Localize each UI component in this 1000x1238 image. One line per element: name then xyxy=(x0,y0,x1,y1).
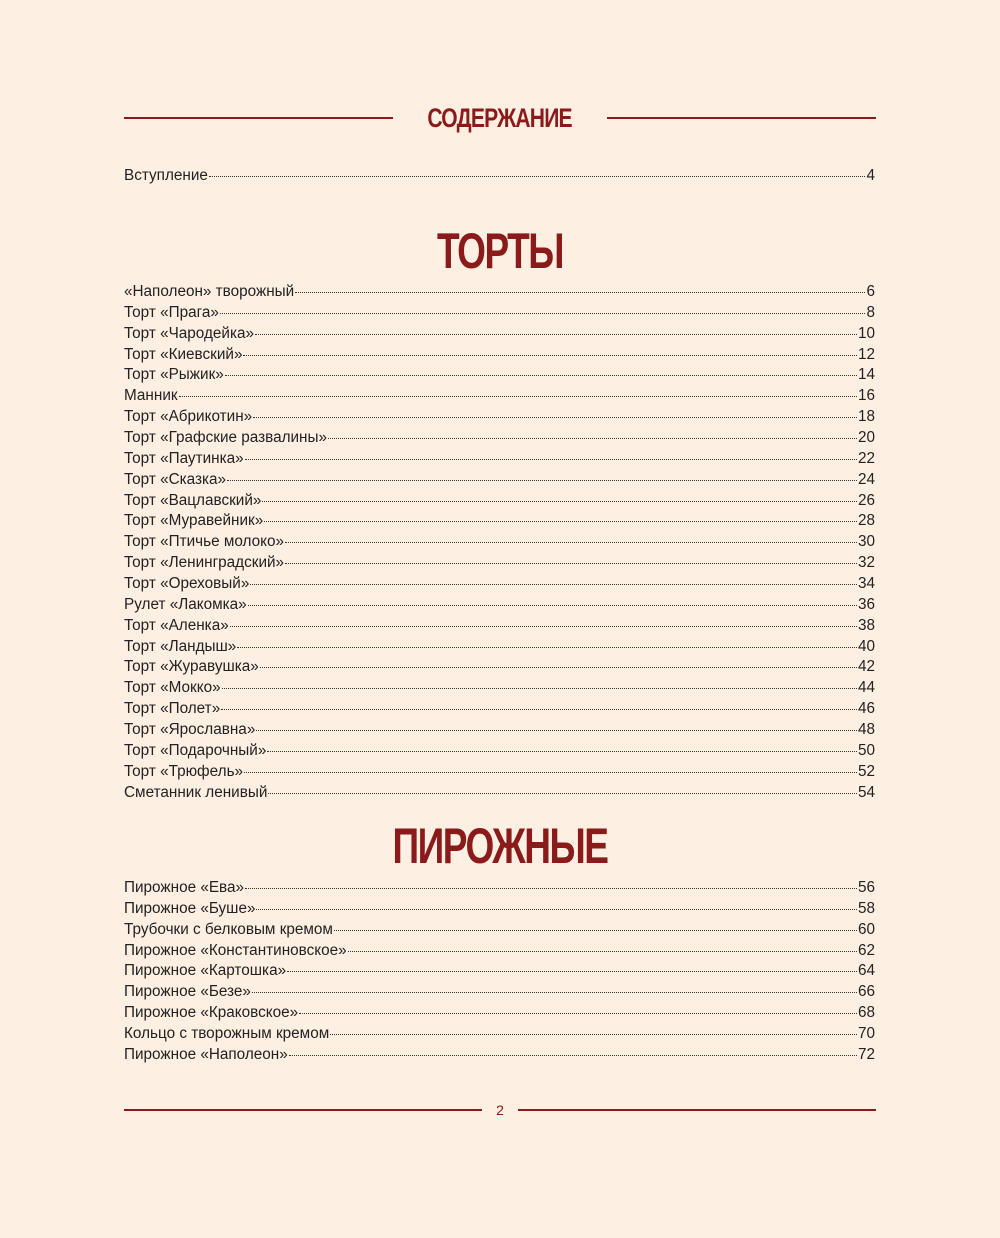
entry-title: Торт «Ярославна» xyxy=(124,721,256,739)
header-rule-right xyxy=(607,117,876,119)
dot-leader xyxy=(220,313,866,314)
dot-leader xyxy=(244,772,857,773)
entry-title: Пирожное «Буше» xyxy=(124,899,256,917)
entry-title: Торт «Чародейка» xyxy=(124,324,254,342)
dot-leader xyxy=(227,480,857,481)
entry-page-number: 14 xyxy=(857,366,875,384)
entry-title: Торт «Прага» xyxy=(124,303,219,321)
entry-page-number: 38 xyxy=(857,616,875,634)
entry-title: Торт «Абрикотин» xyxy=(124,408,253,426)
entry-title: Торт «Киевский» xyxy=(124,345,243,363)
entry-page-number: 46 xyxy=(857,700,875,718)
dot-leader xyxy=(248,605,857,606)
entry-page-number: 68 xyxy=(857,1004,875,1022)
entry-page-number: 40 xyxy=(857,637,875,655)
entry-title: «Наполеон» творожный xyxy=(124,283,295,300)
entry-page-number: 28 xyxy=(857,512,875,530)
entry-page-number: 50 xyxy=(857,741,875,759)
entry-title: Торт «Сказка» xyxy=(124,470,227,488)
page-footer xyxy=(124,1100,876,1120)
entry-page-number: 42 xyxy=(857,658,875,676)
toc-entry xyxy=(124,365,875,386)
entry-page-number: 10 xyxy=(857,324,875,342)
entry-page-number: 18 xyxy=(857,408,875,426)
dot-leader xyxy=(334,930,857,931)
toc-entry xyxy=(124,720,875,741)
entry-title: Торт «Полет» xyxy=(124,700,221,718)
toc-entry xyxy=(124,303,875,324)
toc-entry xyxy=(124,166,875,187)
section-list-torty xyxy=(124,282,875,803)
toc-entry xyxy=(124,762,875,783)
toc-entry xyxy=(124,741,875,762)
toc-entry xyxy=(124,449,875,470)
toc-entry xyxy=(124,699,875,720)
dot-leader xyxy=(237,647,857,648)
entry-page-number: 22 xyxy=(857,449,875,467)
toc-entry xyxy=(124,345,875,366)
entry-page-number: 72 xyxy=(857,1045,875,1063)
dot-leader xyxy=(250,584,857,585)
entry-title: Торт «Мокко» xyxy=(124,679,221,697)
dot-leader xyxy=(260,667,857,668)
toc-entry xyxy=(124,407,875,428)
entry-page-number: 60 xyxy=(857,920,875,938)
toc-entry xyxy=(124,637,875,658)
dot-leader xyxy=(262,501,857,502)
entry-page-number: 20 xyxy=(857,429,875,447)
entry-title: Торт «Ландыш» xyxy=(124,637,237,655)
dot-leader xyxy=(209,176,866,177)
entry-title: Торт «Муравейник» xyxy=(124,512,264,530)
entry-page-number: 16 xyxy=(857,387,875,405)
entry-title: Трубочки с белковым кремом xyxy=(124,920,333,938)
entry-page-number: 36 xyxy=(857,595,875,613)
dot-leader xyxy=(225,375,857,376)
toc-entry xyxy=(124,574,875,595)
dot-leader xyxy=(289,1055,857,1056)
dot-leader xyxy=(245,459,857,460)
footer-rule-right xyxy=(518,1109,876,1111)
toc-entry xyxy=(124,282,875,303)
intro-list xyxy=(124,166,875,187)
entry-title: Торт «Паутинка» xyxy=(124,449,244,467)
entry-page-number: 24 xyxy=(857,470,875,488)
dot-leader xyxy=(179,396,857,397)
dot-leader xyxy=(287,971,857,972)
section-list-pirozhnye xyxy=(124,878,875,1066)
dot-leader xyxy=(245,888,857,889)
toc-entry xyxy=(124,783,875,804)
dot-leader xyxy=(256,730,857,731)
dot-leader xyxy=(230,626,857,627)
entry-title: Торт «Графские развалины» xyxy=(124,429,327,447)
entry-title: Торт «Вацлавский» xyxy=(124,491,262,509)
dot-leader xyxy=(255,334,857,335)
dot-leader xyxy=(348,951,857,952)
entry-title: Торт «Журавушка» xyxy=(124,658,259,676)
dot-leader xyxy=(330,1034,857,1035)
entry-page-number: 4 xyxy=(866,167,875,184)
toc-entry xyxy=(124,532,875,553)
toc-entry xyxy=(124,616,875,637)
toc-entry xyxy=(124,511,875,532)
toc-entry xyxy=(124,470,875,491)
entry-title: Торт «Подарочный» xyxy=(124,741,267,759)
entry-title: Торт «Ленинградский» xyxy=(124,554,285,572)
toc-entry xyxy=(124,1024,875,1045)
header-rule-left xyxy=(124,117,393,119)
entry-title: Пирожное «Ева» xyxy=(124,879,245,896)
entry-title: Пирожное «Наполеон» xyxy=(124,1045,288,1063)
entry-title: Торт «Аленка» xyxy=(124,616,229,634)
dot-leader xyxy=(299,1013,857,1014)
toc-entry xyxy=(124,899,875,920)
toc-entry xyxy=(124,1003,875,1024)
entry-title: Вступление xyxy=(124,167,208,184)
entry-page-number: 58 xyxy=(857,899,875,917)
entry-title: Пирожное «Картошка» xyxy=(124,962,287,980)
entry-title: Пирожное «Краковское» xyxy=(124,1004,299,1022)
entry-title: Манник xyxy=(124,387,178,405)
toc-entry xyxy=(124,324,875,345)
entry-page-number: 32 xyxy=(857,554,875,572)
entry-page-number: 54 xyxy=(857,783,875,801)
entry-page-number: 48 xyxy=(857,721,875,739)
entry-title: Сметанник ленивый xyxy=(124,783,268,801)
entry-page-number: 6 xyxy=(866,283,875,300)
toc-entry xyxy=(124,491,875,512)
entry-page-number: 66 xyxy=(857,983,875,1001)
entry-page-number: 70 xyxy=(857,1025,875,1043)
toc-entry xyxy=(124,941,875,962)
toc-entry xyxy=(124,678,875,699)
entry-title: Торт «Птичье молоко» xyxy=(124,533,285,551)
footer-rule-left xyxy=(124,1109,482,1111)
toc-entry xyxy=(124,595,875,616)
entry-page-number: 26 xyxy=(857,491,875,509)
entry-page-number: 56 xyxy=(857,879,875,896)
section-title-pirozhnye: ПИРОЖНЫЕ xyxy=(392,818,608,874)
dot-leader xyxy=(243,355,857,356)
entry-title: Торт «Трюфель» xyxy=(124,762,244,780)
entry-title: Пирожное «Безе» xyxy=(124,983,251,1001)
dot-leader xyxy=(267,751,857,752)
toc-entry xyxy=(124,982,875,1003)
entry-page-number: 8 xyxy=(866,303,875,321)
entry-title: Пирожное «Константиновское» xyxy=(124,941,347,959)
entry-title: Рулет «Лакомка» xyxy=(124,595,247,613)
entry-title: Торт «Рыжик» xyxy=(124,366,224,384)
toc-entry xyxy=(124,428,875,449)
entry-page-number: 62 xyxy=(857,941,875,959)
toc-title: СОДЕРЖАНИЕ xyxy=(427,103,573,133)
dot-leader xyxy=(252,992,857,993)
dot-leader xyxy=(285,563,857,564)
toc-entry xyxy=(124,386,875,407)
dot-leader xyxy=(295,292,865,293)
dot-leader xyxy=(328,438,857,439)
entry-title: Кольцо с творожным кремом xyxy=(124,1025,330,1043)
toc-entry xyxy=(124,878,875,899)
dot-leader xyxy=(222,688,857,689)
page-number: 2 xyxy=(496,1102,504,1118)
section-title-torty: ТОРТЫ xyxy=(436,223,564,279)
toc-entry xyxy=(124,1045,875,1066)
dot-leader xyxy=(264,521,857,522)
entry-page-number: 52 xyxy=(857,762,875,780)
toc-header xyxy=(124,100,876,136)
toc-entry xyxy=(124,920,875,941)
entry-page-number: 44 xyxy=(857,679,875,697)
toc-entry xyxy=(124,657,875,678)
entry-page-number: 30 xyxy=(857,533,875,551)
dot-leader xyxy=(253,417,857,418)
entry-page-number: 12 xyxy=(857,345,875,363)
dot-leader xyxy=(285,542,857,543)
dot-leader xyxy=(256,909,857,910)
entry-page-number: 34 xyxy=(857,575,875,593)
entry-title: Торт «Ореховый» xyxy=(124,575,250,593)
entry-page-number: 64 xyxy=(857,962,875,980)
dot-leader xyxy=(221,709,857,710)
toc-entry xyxy=(124,553,875,574)
dot-leader xyxy=(268,793,857,794)
toc-entry xyxy=(124,961,875,982)
